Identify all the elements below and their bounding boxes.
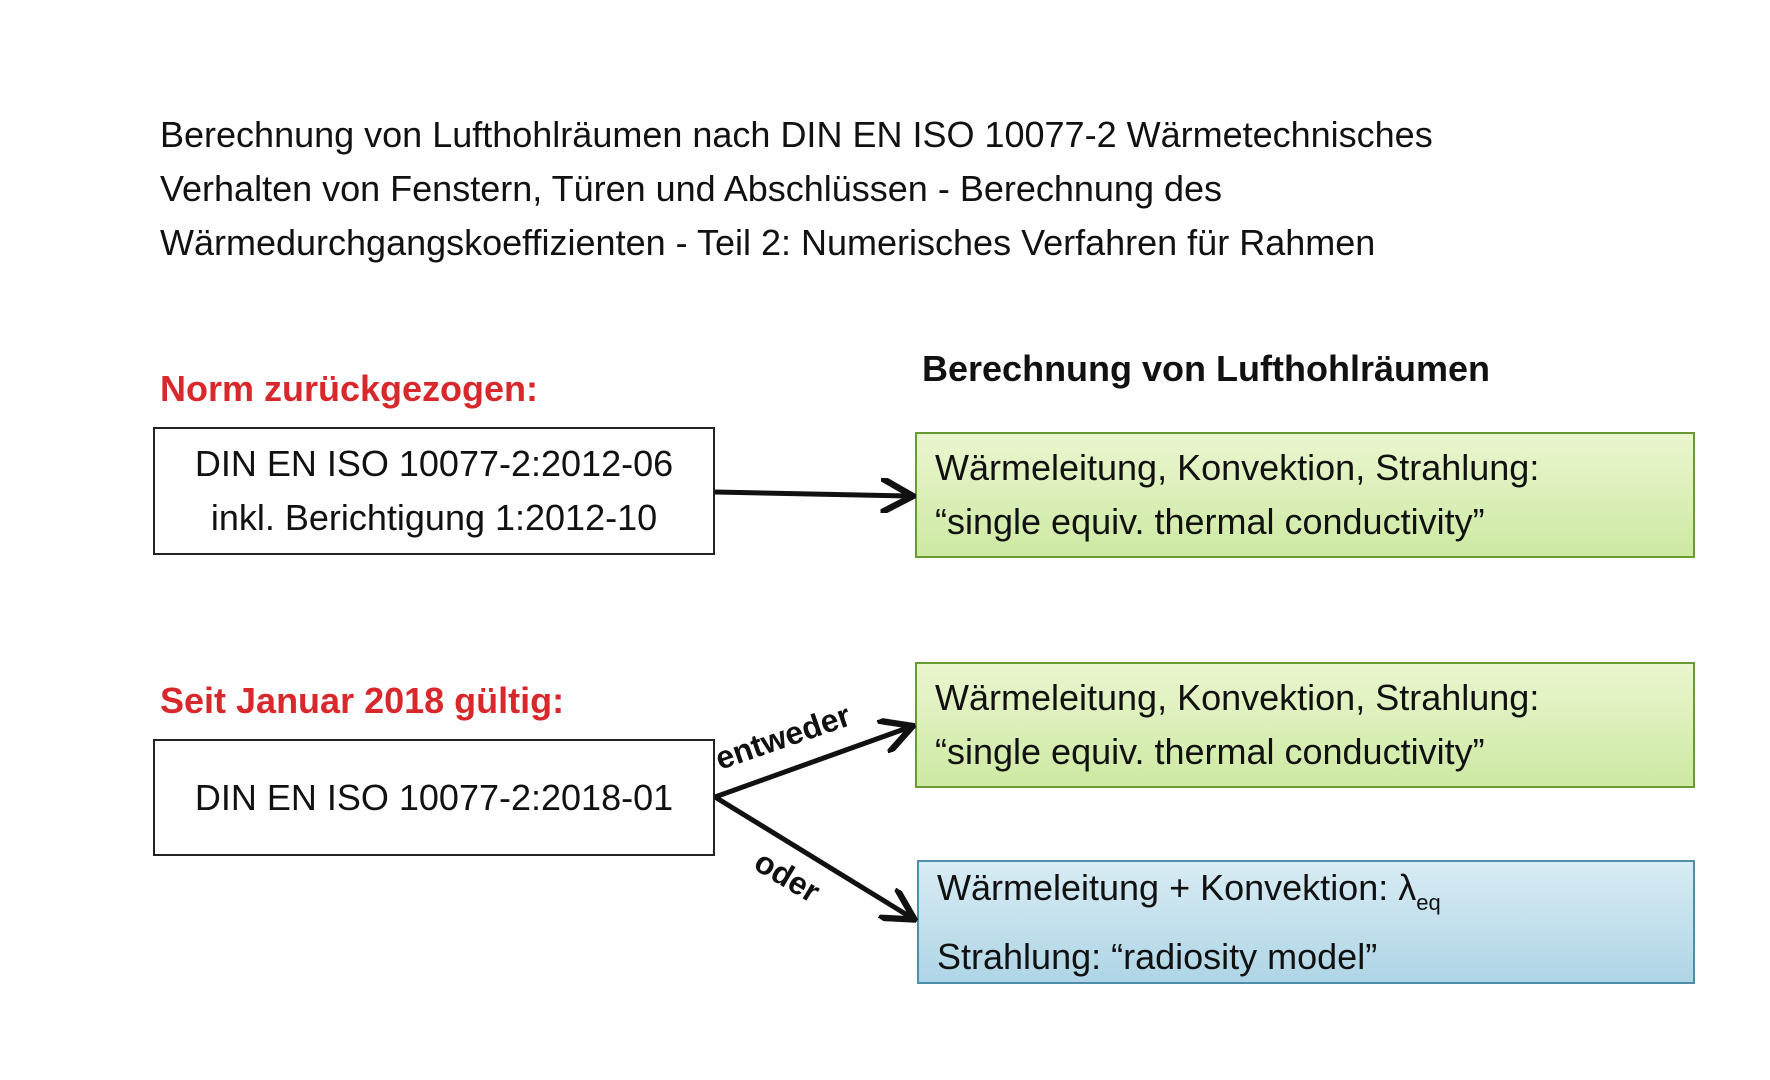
method-line-2: “single equiv. thermal conductivity”	[935, 501, 1485, 542]
withdrawn-label: Norm zurückgezogen:	[160, 368, 539, 409]
title-line-2: Verhalten von Fenstern, Türen und Abschlüssen - Berechnung des	[160, 168, 1223, 209]
method-line-1: Wärmeleitung, Konvektion, Strahlung:	[935, 677, 1540, 718]
lambda-subscript: eq	[1416, 889, 1441, 915]
withdrawn-standard-line-1: DIN EN ISO 10077-2:2012-06	[194, 443, 674, 484]
radiosity-line-2: Strahlung: “radiosity model”	[937, 935, 1378, 977]
title-line-1: Berechnung von Lufthohlräumen nach DIN EN ISO 10077-2 Wärmetechnisches	[160, 114, 1433, 155]
title-line-3: Wärmedurchgangskoeffizienten - Teil 2: Numerisches Verfahren für Rahmen	[160, 222, 1376, 263]
valid-standard-line-1: DIN EN ISO 10077-2:2018-01	[194, 776, 674, 818]
valid-label: Seit Januar 2018 gültig:	[160, 680, 565, 721]
column-heading-air-cavities: Berechnung von Lufthohlräumen	[922, 348, 1491, 389]
method-line-1: Wärmeleitung, Konvektion, Strahlung:	[935, 447, 1540, 488]
edge-label-or: oder	[748, 843, 827, 910]
edge-label-either: entweder	[710, 696, 856, 777]
arrow-withdrawn-to-method	[715, 492, 910, 496]
withdrawn-standard-line-2: inkl. Berichtigung 1:2012-10	[210, 497, 658, 538]
radiosity-line-1-text: Wärmeleitung + Konvektion: λ	[937, 866, 1417, 908]
method-line-2: “single equiv. thermal conductivity”	[935, 731, 1485, 772]
